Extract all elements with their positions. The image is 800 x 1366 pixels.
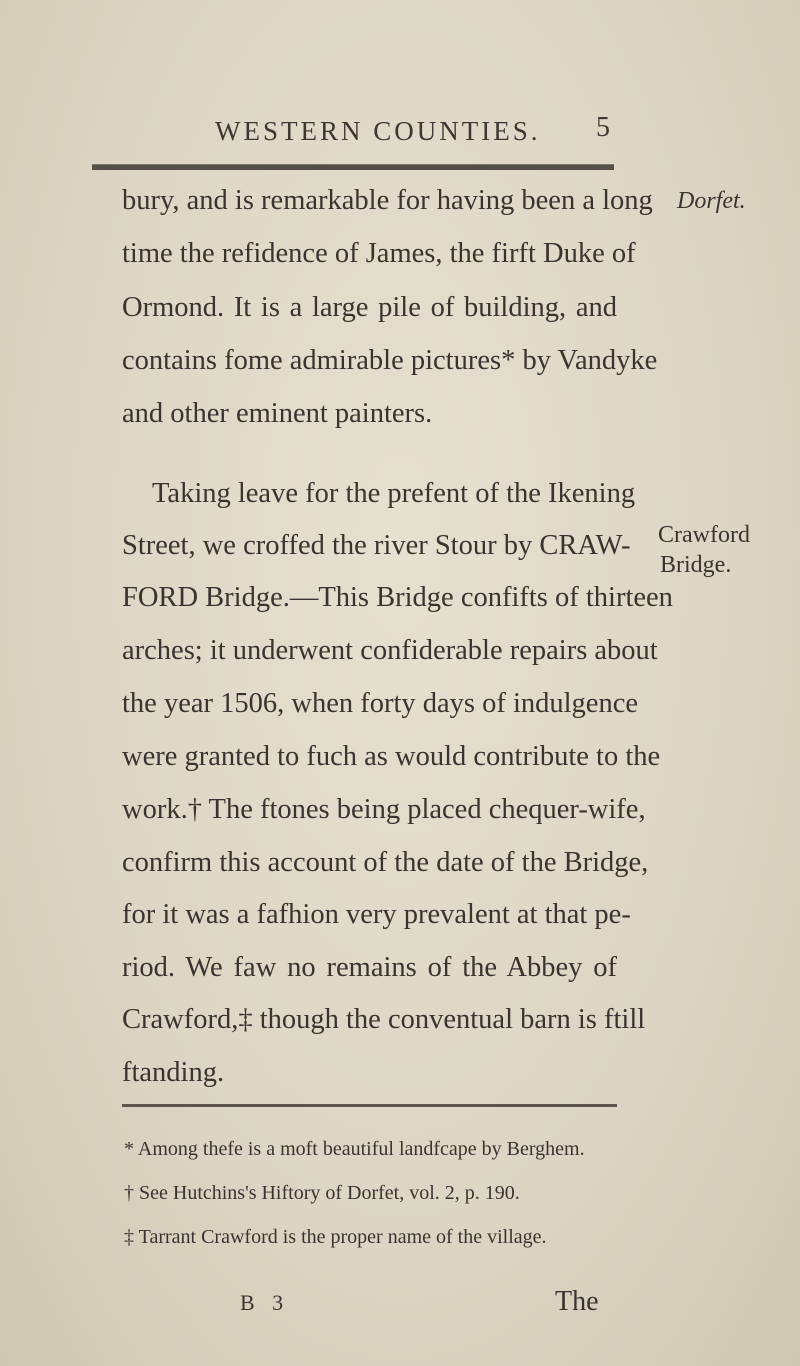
signature-mark: B 3	[240, 1290, 290, 1315]
page-number: 5	[596, 112, 610, 143]
body-line: arches; it underwent confiderable repairs about	[122, 635, 658, 666]
footnote: * Among thefe is a moft beautiful landfcape by Berghem.	[124, 1138, 585, 1160]
body-line: Street, we croffed the river Stour by CRAW-	[122, 530, 631, 561]
margin-note-dorset: Dorfet.	[677, 188, 746, 214]
body-line: confirm this account of the date of the Bridge,	[122, 847, 649, 878]
footnote: † See Hutchins's Hiftory of Dorfet, vol. 2, p. 190.	[124, 1182, 520, 1204]
body-line: Ormond. It is a large pile of building, and	[122, 292, 617, 323]
body-line: Taking leave for the prefent of the Ikening	[152, 478, 636, 509]
body-line: for it was a fafhion very prevalent at that pe-	[122, 899, 631, 930]
body-line: the year 1506, when forty days of indulgence	[122, 688, 639, 719]
body-line: FORD Bridge.—This Bridge confifts of thirteen	[122, 582, 673, 613]
body-line: contains fome admirable pictures* by Vandyke	[122, 345, 658, 376]
footnote: ‡ Tarrant Crawford is the proper name of the village.	[124, 1226, 547, 1248]
running-head: WESTERN COUNTIES.	[215, 116, 541, 146]
body-line: riod. We faw no remains of the Abbey of	[122, 952, 617, 983]
catchword: The	[555, 1286, 599, 1317]
body-line: time the refidence of James, the firft Duke of	[122, 238, 636, 269]
body-line: bury, and is remarkable for having been a long	[122, 185, 653, 216]
body-line: work.† The ftones being placed chequer-wife,	[122, 794, 646, 825]
footnote-rule	[122, 1104, 617, 1107]
body-line: were granted to fuch as would contribute to the	[122, 741, 661, 772]
margin-note-bridge: Bridge.	[660, 552, 732, 578]
body-line: and other eminent painters.	[122, 398, 433, 429]
body-line: Crawford,‡ though the conventual barn is ftill	[122, 1004, 646, 1035]
margin-note-crawford: Crawford	[658, 522, 750, 548]
header-rule	[92, 164, 614, 170]
body-line: ftanding.	[122, 1057, 225, 1088]
